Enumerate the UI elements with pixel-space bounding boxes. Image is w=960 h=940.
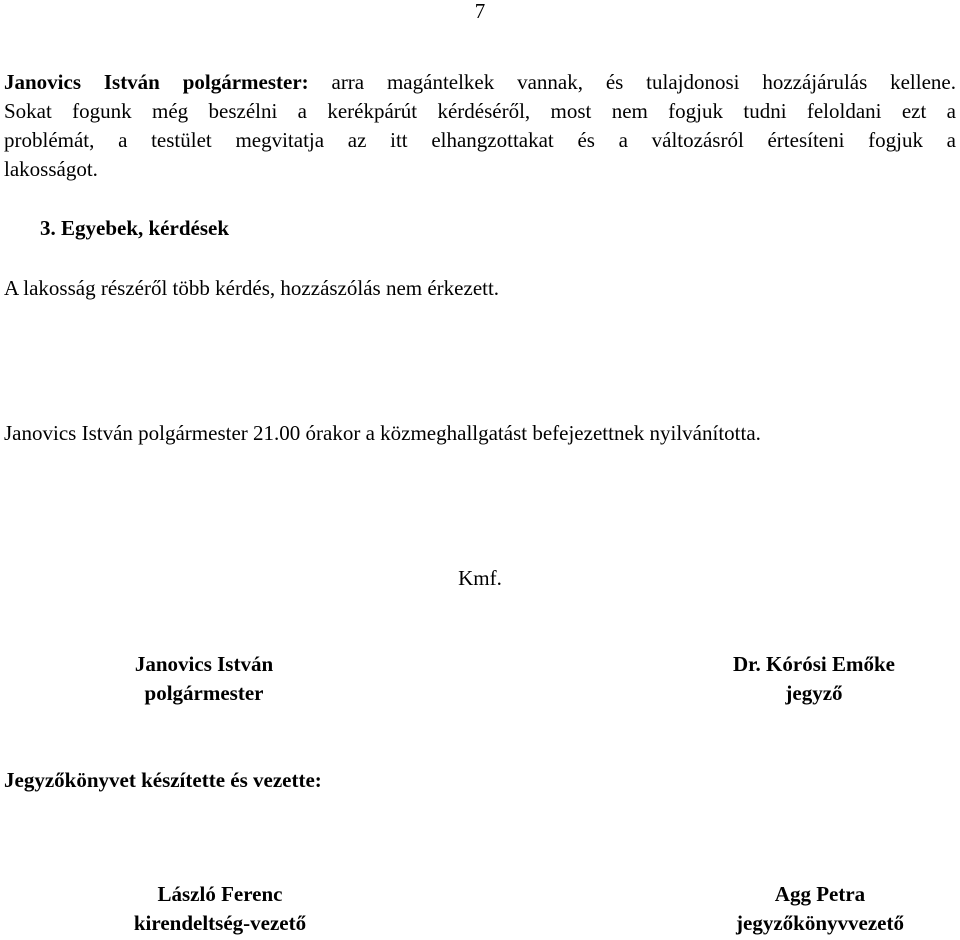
paragraph-line: [4, 68, 956, 97]
speaker-name: Janovics István polgármester:: [4, 70, 309, 94]
recorder-heading: Jegyzőkönyvet készítette és vezette:: [4, 768, 322, 792]
signatory-title: jegyző: [785, 681, 843, 705]
signature-recorder: [690, 880, 950, 938]
section-text: A lakosság részéről több kérdés, hozzászólás nem érkezett.: [4, 276, 500, 300]
signature-mayor: [84, 650, 324, 708]
signatory-name: Dr. Kórósi Emőke: [733, 652, 895, 676]
section-heading: 3. Egyebek, kérdések: [40, 216, 229, 240]
page-number: 7: [474, 0, 486, 23]
signatory-title: kirendeltség-vezető: [133, 911, 307, 935]
signatory-title: jegyzőkönyvvezető: [736, 911, 904, 935]
signatory-title: polgármester: [144, 681, 264, 705]
paragraph-line: problémát, a testület megvitatja az itt elhangzottakat és a változásról értesíteni fogjuk a: [4, 128, 956, 152]
statement-text: arra magántelkek vannak, és tulajdonosi hozzájárulás kellene.: [308, 70, 956, 94]
closing-text: Janovics István polgármester 21.00 órakor a közmeghallgatást befejezettnek nyilvánította.: [4, 421, 761, 445]
kmf-label: Kmf.: [458, 566, 502, 590]
signature-notary: [694, 650, 934, 708]
paragraph-line: Sokat fogunk még beszélni a kerékpárút kérdéséről, most nem fogjuk tudni feloldani ezt a: [4, 99, 956, 123]
signatory-name: Janovics István: [134, 652, 274, 676]
paragraph-line: lakosságot.: [4, 157, 98, 181]
signature-office-head: [90, 880, 350, 938]
signatory-name: László Ferenc: [157, 882, 283, 906]
signatory-name: Agg Petra: [774, 882, 866, 906]
paragraph-mayor-statement: [4, 68, 956, 184]
